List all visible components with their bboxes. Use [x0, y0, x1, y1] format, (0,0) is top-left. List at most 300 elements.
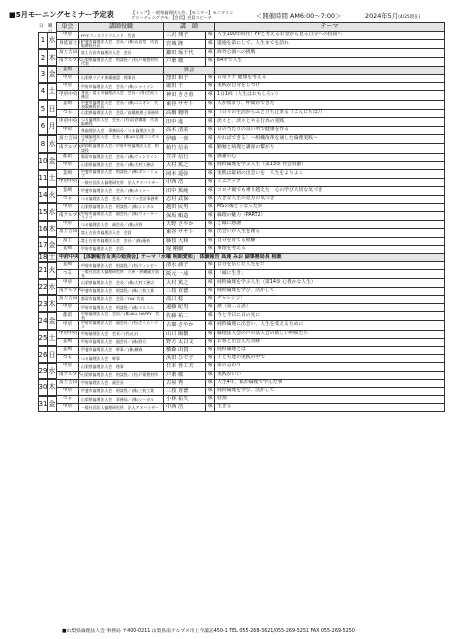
unit-cell: 韮崎: [57, 66, 79, 74]
honorific-cell: 様: [206, 211, 215, 220]
lecturer-org-cell: つる倫理法人会 会長／(有)岩倉鋼業 代表取締役: [79, 117, 164, 126]
lecturer-org-cell: [79, 66, 164, 74]
weekday-cell: 木: [47, 221, 56, 237]
lecturer-org-cell: 山梨県倫理法人会 会長／(株)大村工務店: [79, 161, 164, 169]
lecturer-org-cell: つる倫理法人会 幹事: [79, 355, 164, 363]
unit-cell: 甲府中央: [57, 253, 79, 261]
day-cell: 5: [38, 100, 47, 117]
honorific-cell: 様: [206, 321, 215, 330]
lecturer-org-cell: 一般社団法人倫理研究所 九州・沖縄副方面長: [79, 270, 164, 279]
lecturer-org-cell: 富士吉田市倫理法人会 会員: [79, 229, 164, 237]
lecturer-name-cell: 東谷 サヤト: [164, 100, 206, 109]
lecturer-org-cell: 山梨県倫理法人会 事務局／(株)シーガル: [79, 396, 164, 404]
lecturer-name-cell: 笠井 信行: [164, 153, 206, 161]
table-row: [57, 287, 445, 295]
weekday-cell: 土: [47, 83, 56, 100]
theme-cell: 純粋倫理を学ぶ人生（第14章 心豊かな人生）: [215, 279, 445, 287]
lecturer-org-cell: 山梨県倫理法人会 会長／(株)大村工務店: [79, 279, 164, 287]
unit-cell: つる: [57, 109, 79, 117]
theme-cell: 自分を信じた人生を!!: [215, 262, 445, 270]
honorific-cell: 様: [206, 32, 215, 40]
table-row: [57, 179, 445, 187]
day-cell: 17: [38, 237, 47, 253]
day-cell: 14: [38, 187, 47, 203]
weekday-cell: 木: [47, 379, 56, 395]
lecturer-name-cell: 滝口 稔: [164, 295, 206, 303]
unit-cell: 南アルプス: [57, 57, 79, 66]
honorific-cell: 様: [206, 49, 215, 57]
theme-cell: 「縁に生き」: [215, 270, 445, 279]
honorific-cell: 様: [206, 237, 215, 245]
theme-cell: 海外公演への挑戦: [215, 49, 445, 57]
unit-cell: 甲府: [57, 387, 79, 395]
lecturer-org-cell: 山梨県ラジオ体操連盟 理事長: [79, 74, 164, 82]
day-cell: 1: [38, 32, 47, 49]
weekday-cell: 火: [47, 262, 56, 279]
theme-cell: やればできる！〜組織改革を通した倫理実践〜: [215, 135, 445, 144]
honorific-cell: 様: [206, 57, 215, 66]
theme-cell: 純粋倫理とは: [215, 346, 445, 354]
lecturer-name-cell: 横森 由賀: [164, 346, 206, 354]
lecturer-org-cell: 山梨県倫理法人会 相談役／(株)シンボル: [79, 203, 164, 211]
col-lecturer-org: 講師役職: [79, 23, 164, 32]
table-row: [57, 74, 445, 82]
table-row: [57, 117, 445, 126]
unit-cell: 身延富士川: [57, 40, 79, 49]
day-cell: 10: [38, 153, 47, 169]
legend-note: 【トップ】一般県倫理法人会、【モニター】モニタリングリーディングデモ、【会員】会員スピーチ: [131, 10, 234, 20]
theme-cell: 純粋倫理に出会い、人生を変えるために: [215, 321, 445, 330]
lecturer-org-cell: 甲斐市倫理法人会 会長／(株)山喜堂 代表取締役社長: [79, 40, 164, 49]
honorific-cell: 様: [206, 371, 215, 379]
lecturer-name-cell: 東谷 サヤト: [164, 229, 206, 237]
theme-cell: チャレンジ！: [215, 295, 445, 303]
unit-cell: 甲府中央: [57, 91, 79, 100]
lecturer-org-cell: 甲府市倫理法人会 会員: [79, 245, 164, 253]
lecturer-name-cell: 田中 篤純: [164, 187, 206, 195]
honorific-cell: 様: [206, 195, 215, 203]
unit-cell: つる: [57, 195, 79, 203]
schedule-date: 2024年5月(4/25現在): [365, 12, 421, 20]
honorific-cell: 様: [206, 346, 215, 354]
lecturer-org-cell: 甲府市倫理法人会 副会長／(株)ウォーターライフ: [79, 211, 164, 220]
unit-cell: つる: [57, 396, 79, 404]
day-cell: 15: [38, 203, 47, 220]
lecturer-name-cell: 古畑 さやか: [164, 321, 206, 330]
theme-cell: 人が集まり、仲間ができた: [215, 100, 445, 109]
day-cell: 29: [38, 363, 47, 379]
theme-cell: 実践が自分をしつけ: [215, 83, 445, 91]
page-title: ■5月モーニングセミナー予定表: [9, 10, 114, 19]
lecturer-name-cell: 高橋 範明: [164, 109, 206, 117]
lecturer-org-cell: 昭和町倫理法人会／甲府中央倫理法人会 相談役: [79, 144, 164, 153]
unit-cell: 韮崎: [57, 245, 79, 253]
unit-cell: 韮崎: [57, 170, 79, 179]
lecturer-org-cell: 山梨県倫理法人会 会員／高橋税理士事務所: [79, 109, 164, 117]
unit-cell: 甲府中央: [57, 117, 79, 126]
theme-cell: 自分を育てる経験: [215, 237, 445, 245]
unit-cell: 富士吉田: [57, 135, 79, 144]
col-day: 日: [39, 24, 44, 29]
unit-cell: 都留: [57, 312, 79, 321]
honorific-cell: 様: [206, 262, 215, 270]
theme-cell: 実践は最初の出会いを 人生をよりよく: [215, 170, 445, 179]
weekday-cell: 土: [47, 330, 56, 346]
theme-cell: 64才で人生: [215, 57, 445, 66]
lecturer-name-cell: 浜田 ひで子: [164, 355, 206, 363]
theme-cell: 淡々と、淡々とやる行為の実践: [215, 117, 445, 126]
unit-cell: 甲府: [57, 127, 79, 135]
unit-cell: 甲府: [57, 203, 79, 211]
theme-cell: 人生4年、私が倫理で学んだ事: [215, 379, 445, 387]
weekday-cell: 水: [47, 279, 56, 295]
lecturer-org-cell: FPオフィスライフエイド 代表: [79, 32, 164, 40]
theme-cell: お客と出会えた奇跡: [215, 338, 445, 346]
theme-cell: 大きな人生の見方の気づき: [215, 195, 445, 203]
lecturer-org-cell: 山梨県倫理法人会 相談役／(有)戸栗製材所: [79, 371, 164, 379]
lecturer-name-cell: 三枝 直德: [164, 387, 206, 395]
theme-cell: [215, 66, 445, 74]
theme-cell: 出会いが人生を創る: [215, 229, 445, 237]
honorific-cell: 様: [206, 91, 215, 100]
theme-cell: （日々の生活からふと立ち止まる（こんにちは））: [215, 109, 445, 117]
lecturer-name-cell: 戸栗 敬: [164, 57, 206, 66]
unit-cell: 甲府: [57, 221, 79, 229]
lecturer-org-cell: 甲府市倫理法人会 副会長／(株)野方: [79, 338, 164, 346]
unit-cell: 富士吉田: [57, 229, 79, 237]
unit-cell: 甲府: [57, 321, 79, 330]
footer: ■山梨県倫理法人会 事務局 〒400-0211 山梨県南アルプス市上今諏訪450-1 TEL 055-268-3621/055-269-5251 FAX 055-269-5250: [62, 629, 355, 634]
lecturer-org-cell: 甲府倫理法人会 副会長: [79, 379, 164, 387]
day-cell: 24: [38, 312, 47, 330]
lecturer-name-cell: 戸栗 敬: [164, 371, 206, 379]
lecturer-org-cell: 山梨県倫理法人会 理事: [79, 363, 164, 371]
lecturer-org-cell: 一般社団法人倫理研究所 法人アドバイザー: [79, 404, 164, 412]
theme-cell: 純粋倫理を学ぶ人生（第13章 社会貢献）: [215, 161, 445, 169]
header: [9, 10, 445, 22]
table-row: [57, 144, 445, 153]
unit-cell: 韮崎: [57, 187, 79, 195]
table-row: [57, 363, 445, 371]
honorific-cell: 様: [206, 387, 215, 395]
table-row: [57, 170, 445, 179]
weekday-cell: 水: [47, 363, 56, 379]
weekday-cell: 土: [47, 170, 56, 187]
unit-cell: 富士: [57, 237, 79, 245]
lecturer-org-cell: 身延・富士川倫理法人会 会長／(有)笠原工務店: [79, 91, 164, 100]
lecturer-org-cell: 一般社団法人倫理研究所 法人アドバイザー: [79, 179, 164, 187]
lecturer-name-cell: 中西 浩: [164, 404, 206, 412]
lecturer-name-cell: 日本 喜工夫: [164, 363, 206, 371]
day-cell: 3: [38, 66, 47, 82]
day-cell: 18: [38, 253, 48, 262]
day-cell: 16: [38, 221, 47, 237]
theme-cell: 倫理の魅力（PART2）: [215, 211, 445, 220]
honorific-cell: 様: [206, 312, 215, 321]
lecturer-org-cell: 富士吉田市倫理法人会 会長: [79, 49, 164, 57]
lecturer-name-cell: 大村 篤之: [164, 279, 206, 287]
weekday-cell: 火: [47, 187, 56, 203]
table-row: [57, 100, 445, 109]
weekday-cell: 土: [48, 253, 56, 262]
day-cell: 22: [38, 279, 47, 295]
day-cell: 8: [38, 135, 47, 153]
unit-cell: 韮崎: [57, 346, 79, 354]
honorific-cell: 様: [206, 117, 215, 126]
unit-cell: 南アルプス: [57, 211, 79, 220]
unit-cell: 富士吉田: [57, 295, 79, 303]
lecturer-name-cell: 中西 浩: [164, 179, 206, 187]
unit-cell: 韮崎: [57, 262, 79, 270]
honorific-cell: 様: [206, 338, 215, 346]
lecturer-name-cell: 堀田 千: [164, 83, 206, 91]
honorific-cell: 様: [206, 40, 215, 49]
weekday-cell: 月: [47, 117, 56, 134]
lecturer-org-cell: つる倫理法人会 会長／アルファ会計事務所: [79, 195, 164, 203]
lecturer-org-cell: 山梨県倫理法人会 相談役／(有)戸栗製材所 代表: [79, 57, 164, 66]
day-cell: 21: [38, 262, 47, 279]
theme-cell: 日の当たりの良い所で健康を作る: [215, 127, 445, 135]
lecturer-name-cell: 岡本 遥弥: [164, 170, 206, 179]
table-row: [57, 49, 445, 57]
unit-cell: 甲府: [57, 279, 79, 287]
table-row: [57, 355, 445, 363]
lecturer-name-cell: 植竹 信美: [164, 144, 206, 153]
weekday-cell: 木: [47, 49, 56, 66]
table-row: [57, 195, 445, 203]
table-row: [57, 321, 445, 330]
col-lecturer: 講 師: [164, 23, 215, 32]
honorific-cell: 様: [206, 279, 215, 287]
lecturer-name-cell: 高木 清美: [164, 127, 206, 135]
lecturer-name-cell: 山口 陽樹: [164, 330, 206, 338]
lecturer-org-cell: 甲府市倫理法人会 相談役／(株)マルスエ: [79, 304, 164, 312]
special-session-cell: 【体験報告＆実の勉強会】テーマ「水曜 明朗愛和」 体験報告 高達 みお 副事務局長 相談: [79, 253, 445, 261]
lecturer-name-cell: 田中 進: [164, 117, 206, 126]
honorific-cell: 様: [206, 179, 215, 187]
schedule-rows: [57, 32, 445, 412]
honorific-cell: 様: [206, 229, 215, 237]
table-row: [57, 379, 445, 387]
table-row: [57, 245, 445, 253]
unit-cell: 南アルプス: [57, 144, 79, 153]
honorific-cell: 様: [206, 161, 215, 169]
unit-cell: 甲府: [57, 404, 79, 412]
unit-cell: 韮崎: [57, 338, 79, 346]
honorific-cell: 様: [206, 287, 215, 295]
theme-cell: 倫理法人会の戸の法人会の新しい仲間たち: [215, 330, 445, 338]
lecturer-org-cell: 甲斐市倫理法人会 会長／(株)カイトー: [79, 187, 164, 195]
theme-cell: 日常ケア 健康を考える: [215, 74, 445, 82]
honorific-cell: 様: [206, 187, 215, 195]
lecturer-name-cell: 鎌田 琢千代: [164, 49, 206, 57]
lecturer-name-cell: 保坂 順造: [164, 211, 206, 220]
weekday-cell: 水: [47, 203, 56, 220]
table-row: [57, 346, 445, 354]
weekday-cell: 金: [47, 237, 56, 253]
honorific-cell: 様: [206, 100, 215, 109]
lecturer-name-cell: 神田 きさ恵: [164, 91, 206, 100]
table-row: [57, 153, 445, 161]
lecturer-org-cell: 甲府市倫理法人会 相談役／(有)ウィンビー: [79, 262, 164, 270]
theme-cell: 凛（第二言語）: [215, 304, 445, 312]
honorific-cell: 様: [206, 83, 215, 91]
weekday-cell: 金: [47, 153, 56, 169]
theme-cell: 生きる: [215, 404, 445, 412]
lecturer-name-cell: 阪元 一成: [164, 270, 206, 279]
unit-cell: 韮崎: [57, 100, 79, 109]
honorific-cell: 様: [206, 245, 215, 253]
unit-cell: つる: [57, 270, 79, 279]
table-header-row: [57, 23, 445, 32]
honorific-cell: 様: [206, 396, 215, 404]
table-row: [57, 270, 445, 279]
honorific-cell: 様: [206, 74, 215, 82]
session-time: ＜開催時間 AM6:00〜7:00＞: [256, 12, 342, 20]
lecturer-org-cell: 甲府倫理法人会 会員／(株)ALL HAPPY 代表: [79, 312, 164, 321]
theme-cell: 役割: [215, 396, 445, 404]
lecturer-org-cell: 都留市倫理法人会 会員／TAK 代表: [79, 295, 164, 303]
unit-cell: 富士吉田: [57, 49, 79, 57]
honorific-cell: 様: [206, 379, 215, 387]
lecturer-name-cell: 遠藤 紀男: [164, 304, 206, 312]
table-row: [57, 404, 445, 412]
lecturer-name-cell: 清水 満子: [164, 262, 206, 270]
table-row: [57, 387, 445, 395]
lecturer-name-cell: 天野 さやか: [164, 221, 206, 229]
table-row: [57, 40, 445, 49]
unit-cell: 南アルプス: [57, 371, 79, 379]
lecturer-org-cell: 甲府市倫理法人会 会長／(株)シャイナン: [79, 83, 164, 91]
lecturer-org-cell: 甲府市倫理法人会 副会長／(有)さくらハウス: [79, 321, 164, 330]
day-cell: 11: [38, 170, 47, 187]
lecturer-name-cell: 小林 祐矢: [164, 396, 206, 404]
honorific-cell: 様: [206, 304, 215, 312]
honorific-cell: 様: [206, 203, 215, 211]
lecturer-name-cell: 大村 篤之: [164, 161, 206, 169]
col-unit: 単会: [57, 23, 79, 32]
honorific-cell: 様: [206, 295, 215, 303]
theme-cell: 1日1回（人生はおもしろい）: [215, 91, 445, 100]
theme-cell: 純粋倫理を学び、活かして: [215, 287, 445, 295]
weekday-cell: 金: [47, 312, 56, 330]
theme-cell: コロナ禍でも乗り越えた 心の学び大切な気づき: [215, 187, 445, 195]
lecturer-org-cell: 甲斐市倫理法人会 幹事／(株)横森: [79, 346, 164, 354]
lecturer-name-cell: 佐藤 祐二: [164, 312, 206, 321]
honorific-cell: 様: [206, 153, 215, 161]
lecturer-org-cell: 甲斐市倫理法人会 会長／(株)ユニオン 代表取締役社長: [79, 100, 164, 109]
lecturer-name-cell: 伊藤 一喜: [164, 135, 206, 144]
table-row: [57, 66, 445, 74]
lecturer-org-cell: 都留市倫理法人会 会長／(株)ウィンワイン: [79, 153, 164, 161]
weekday-cell: 日: [47, 100, 56, 117]
unit-cell: 甲府中央: [57, 179, 79, 187]
lecturer-name-cell: 古屋 秀: [164, 379, 206, 387]
unit-cell: 都留: [57, 153, 79, 161]
theme-cell: 感謝の心: [215, 153, 445, 161]
lecturer-org-cell: 甲府倫理法人会 会長／(有)山口: [79, 330, 164, 338]
table-row: [57, 371, 445, 379]
lecturer-org-cell: 甲斐市倫理法人会 相談役／(株)三枝工業: [79, 387, 164, 395]
honorific-cell: 様: [206, 355, 215, 363]
table-row: [57, 295, 445, 303]
table-row: [57, 253, 445, 261]
table-row: [57, 396, 445, 404]
theme-cell: ミニアップ: [215, 179, 445, 187]
weekday-cell: 水: [47, 32, 56, 49]
lecturer-name-cell: 越田 民男: [164, 203, 206, 211]
lecturer-name-cell: 志村 武保: [164, 195, 206, 203]
honorific-cell: 様: [206, 404, 215, 412]
unit-cell: 甲府: [57, 161, 79, 169]
weekday-cell: 金: [47, 396, 56, 412]
col-theme: テーマ: [215, 23, 445, 32]
col-weekday: 曜日: [48, 24, 53, 35]
theme-cell: 純粋倫理を学び、活かして: [215, 387, 445, 395]
table-row: [57, 221, 445, 229]
lecturer-org-cell: つる倫理法人会 副会長／(株)天野: [79, 221, 164, 229]
lecturer-name-cell: 三枝 直德: [164, 287, 206, 295]
theme-cell: 実践がいい: [215, 371, 445, 379]
honorific-cell: 様: [206, 170, 215, 179]
honorific-cell: 様: [206, 330, 215, 338]
unit-cell: 南アルプス: [57, 287, 79, 295]
table-row: [57, 338, 445, 346]
weekday-cell: 水: [47, 135, 56, 153]
unit-cell: 甲府: [57, 74, 79, 82]
theme-cell: 事理を考える: [215, 245, 445, 253]
unit-cell: 甲府: [57, 304, 79, 312]
theme-cell: 栄の志わり: [215, 363, 445, 371]
table-row: [57, 229, 445, 237]
day-cell: 2: [38, 49, 47, 66]
day-cell: 30: [38, 379, 47, 395]
lecturer-name-cell: 窪田 和子: [164, 74, 206, 82]
lecturer-name-cell: 堤 剛樹: [164, 245, 206, 253]
unit-cell: 甲府中央: [57, 330, 79, 338]
lecturer-name-cell: 三沢 翔子: [164, 32, 206, 40]
lecturer-name-cell: 藤枝 大和: [164, 237, 206, 245]
theme-cell: 道徳を前にして、人生までを語れ: [215, 40, 445, 49]
theme-cell: MSの後どうなったか: [215, 203, 445, 211]
weekday-cell: 木: [47, 295, 56, 311]
lecturer-org-cell: 富士吉田市倫理法人会 会長／(株)藤枝: [79, 237, 164, 245]
table-row: [57, 57, 445, 66]
lecturer-org-cell: 甲斐市倫理法人会 相談役／(株)三枝工業: [79, 287, 164, 295]
unit-cell: つる: [57, 355, 79, 363]
table-row: [57, 237, 445, 245]
unit-cell: 甲府: [57, 363, 79, 371]
honorific-cell: 様: [206, 127, 215, 135]
unit-cell: 富士吉田: [57, 379, 79, 387]
unit-cell: 甲府: [57, 32, 79, 40]
day-cell: 25: [38, 330, 47, 346]
honorific-cell: 様: [206, 135, 215, 144]
theme-cell: ご縁に感謝: [215, 221, 445, 229]
table-row: [57, 211, 445, 220]
table-row: [57, 330, 445, 338]
theme-cell: 子ども達の実践の中で: [215, 355, 445, 363]
day-cell: 6: [38, 117, 47, 134]
lecturer-name-cell: 休会: [164, 66, 215, 74]
lecturer-org-cell: 岳麓倫理法人会 会長／(株)UI 広報コンサルティング: [79, 135, 164, 144]
honorific-cell: 様: [206, 363, 215, 371]
honorific-cell: 様: [206, 109, 215, 117]
unit-cell: 甲府: [57, 83, 79, 91]
weekday-cell: 日: [47, 346, 56, 362]
honorific-cell: 様: [206, 270, 215, 279]
table-row: [57, 91, 445, 100]
